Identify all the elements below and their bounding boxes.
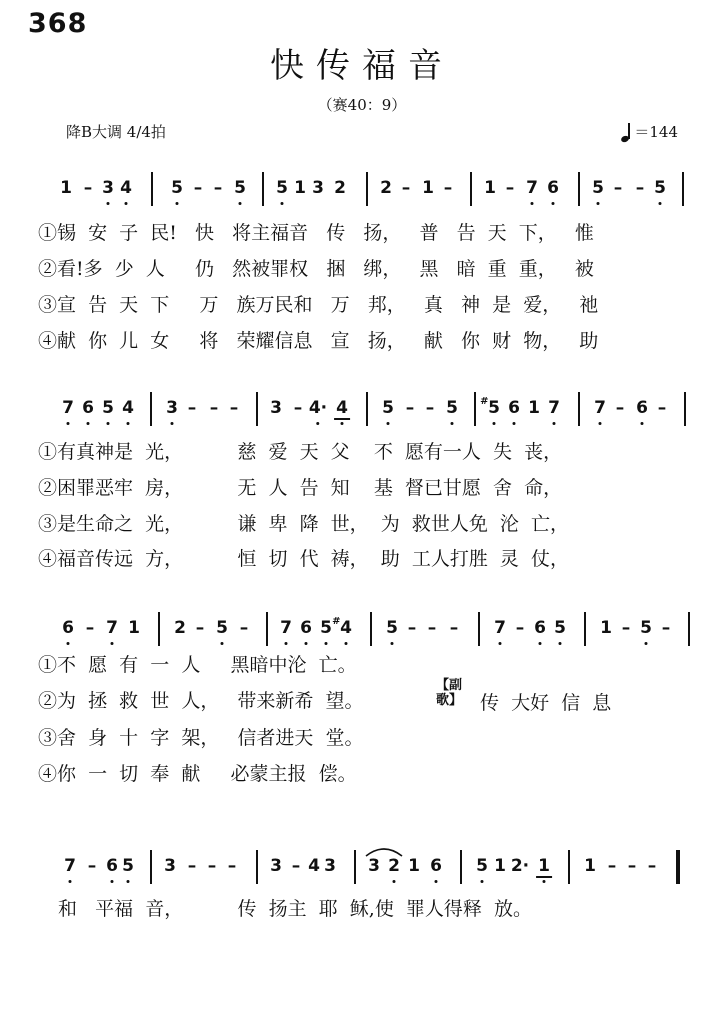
lyric-verse-3: ③宣 告 天 下 万 族万民和 万 邦， 真 神 是 爱， 祂 (38, 294, 599, 316)
note-number: 1 (408, 856, 420, 876)
note-dash: – (193, 178, 203, 198)
note-dash: – (195, 618, 205, 638)
note-number: 5 (171, 178, 183, 198)
chorus-lyric: 传 大好 信 息 (480, 692, 612, 714)
note-number: 3 (164, 856, 176, 876)
note-number: 6 (534, 618, 546, 638)
hymn-title: 快传福音 (270, 46, 454, 86)
note-number: 5 (476, 856, 488, 876)
note-number: 5 (102, 398, 114, 418)
note-number: 1 (600, 618, 612, 638)
lyric-verse-2: ②为 拯 救 世 人， 带来新希 望。 (38, 690, 364, 712)
note-number: 6 (430, 856, 442, 876)
note-number: 4 (122, 398, 134, 418)
note-number: 6 (62, 618, 74, 638)
note-number: 6 (547, 178, 559, 198)
note-number: 4 # (340, 618, 352, 638)
note-dash: – (427, 618, 437, 638)
note-number: 2· (510, 856, 530, 876)
note-number: 7 (280, 618, 292, 638)
note-number: 4· (309, 398, 327, 418)
lyric-verse-2: ②看!多 少 人 仍 然被罪权 捆 绑， 黑 暗 重 重， 被 (38, 258, 594, 280)
note-dash: – (213, 178, 223, 198)
note-dash: – (209, 398, 219, 418)
note-dash: – (613, 178, 623, 198)
note-dash: – (229, 398, 239, 418)
note-number: 5 (386, 618, 398, 638)
note-number: 6 (82, 398, 94, 418)
note-number: 3 (270, 398, 282, 418)
note-number: 2 (334, 178, 346, 198)
note-number: 5 (122, 856, 134, 876)
note-number: 7 (62, 398, 74, 418)
lyric-verse-1: ①不 愿 有 一 人 黑暗中沦 亡。 (38, 654, 357, 676)
note-number: 7 (594, 398, 606, 418)
note-number: 3 (270, 856, 282, 876)
note-number: 3 (324, 856, 336, 876)
note-number: 5 (654, 178, 666, 198)
lyric-verse-3: ③舍 身 十 字 架， 信者进天 堂。 (38, 727, 364, 749)
note-number: 7 (494, 618, 506, 638)
note-number: 4 (308, 856, 320, 876)
note-dash: – (187, 398, 197, 418)
note-number: 3 (102, 178, 114, 198)
note-number: 1 (484, 178, 496, 198)
note-dash: – (187, 856, 197, 876)
lyric-verse-1: ①锡 安 子 民! 快 将主福音 传 扬， 普 告 天 下， 惟 (38, 222, 594, 244)
key-signature: 降B大调 4/4拍 (66, 123, 166, 141)
note-number: 1 (584, 856, 596, 876)
note-number: 5 (216, 618, 228, 638)
note-dash: – (627, 856, 637, 876)
note-dash: – (425, 398, 435, 418)
lyric-verse-4: ④献 你 儿 女 将 荣耀信息 宣 扬， 献 你 财 物， 助 (38, 330, 599, 352)
note-number: 5 (554, 618, 566, 638)
lyric-verse-4: ④福音传远 方， 恒 切 代 祷， 助 工人打胜 灵 仗， (38, 548, 569, 570)
note-number: 5 (320, 618, 332, 638)
lyric-verse-3: ③是生命之 光， 谦 卑 降 世， 为 救世人免 沦 亡， (38, 513, 569, 535)
scripture-reference: （赛40：9） (317, 96, 407, 114)
note-number: 1 (538, 856, 550, 876)
lyric-verse-2: ②困罪恶牢 房， 无 人 告 知 基 督已甘愿 舍 命， (38, 477, 563, 499)
note-number: 1 (422, 178, 434, 198)
note-number: 2 (174, 618, 186, 638)
note-number: 6 (508, 398, 520, 418)
note-number: 7 (106, 618, 118, 638)
note-number: 5 (234, 178, 246, 198)
note-number: 5 (382, 398, 394, 418)
note-number: 4 (120, 178, 132, 198)
note-number: 2 (380, 178, 392, 198)
note-dash: – (239, 618, 249, 638)
note-dash: – (405, 398, 415, 418)
note-number: 1 (60, 178, 72, 198)
note-dash: – (293, 398, 303, 418)
note-number: 5 (276, 178, 288, 198)
lyric-verse-chorus: 和 平福 音， 传 扬主 耶 稣,使 罪人得释 放。 (58, 898, 532, 920)
note-dash: – (505, 178, 515, 198)
note-dash: – (635, 178, 645, 198)
note-dash: – (401, 178, 411, 198)
chorus-tag: 【副歌】 (436, 678, 463, 708)
note-number: 1 (128, 618, 140, 638)
note-dash: – (291, 856, 301, 876)
note-number: 1 (294, 178, 306, 198)
note-dash: – (449, 618, 459, 638)
note-dash: – (407, 618, 417, 638)
lyric-verse-4: ④你 一 切 奉 献 必蒙主报 偿。 (38, 763, 357, 785)
note-dash: – (615, 398, 625, 418)
note-number: 2 (388, 856, 400, 876)
note-number: 1 (528, 398, 540, 418)
note-number: 3 (368, 856, 380, 876)
note-number: 5 (640, 618, 652, 638)
note-number: 3 (166, 398, 178, 418)
note-dash: – (657, 398, 667, 418)
note-number: 7 (64, 856, 76, 876)
note-number: 6 (106, 856, 118, 876)
note-number: 5 # (488, 398, 500, 418)
note-number: 7 (548, 398, 560, 418)
note-dash: – (647, 856, 657, 876)
note-number: 6 (300, 618, 312, 638)
note-number: 6 (636, 398, 648, 418)
note-number: 3 (312, 178, 324, 198)
note-number: 1 (494, 856, 506, 876)
hymn-number: 368 (28, 8, 88, 39)
note-dash: – (85, 618, 95, 638)
note-dash: – (661, 618, 671, 638)
note-dash: – (83, 178, 93, 198)
note-number: 7 (526, 178, 538, 198)
note-dash: – (443, 178, 453, 198)
note-number: 4 (336, 398, 348, 418)
tempo-value: ＝144 (634, 123, 678, 141)
note-number: 5 (446, 398, 458, 418)
note-dash: – (607, 856, 617, 876)
note-dash: – (227, 856, 237, 876)
note-dash: – (515, 618, 525, 638)
note-dash: – (87, 856, 97, 876)
note-dash: – (207, 856, 217, 876)
note-number: 5 (592, 178, 604, 198)
note-dash: – (621, 618, 631, 638)
lyric-verse-1: ①有真神是 光， 慈 爱 天 父 不 愿有一人 失 丧， (38, 441, 563, 463)
